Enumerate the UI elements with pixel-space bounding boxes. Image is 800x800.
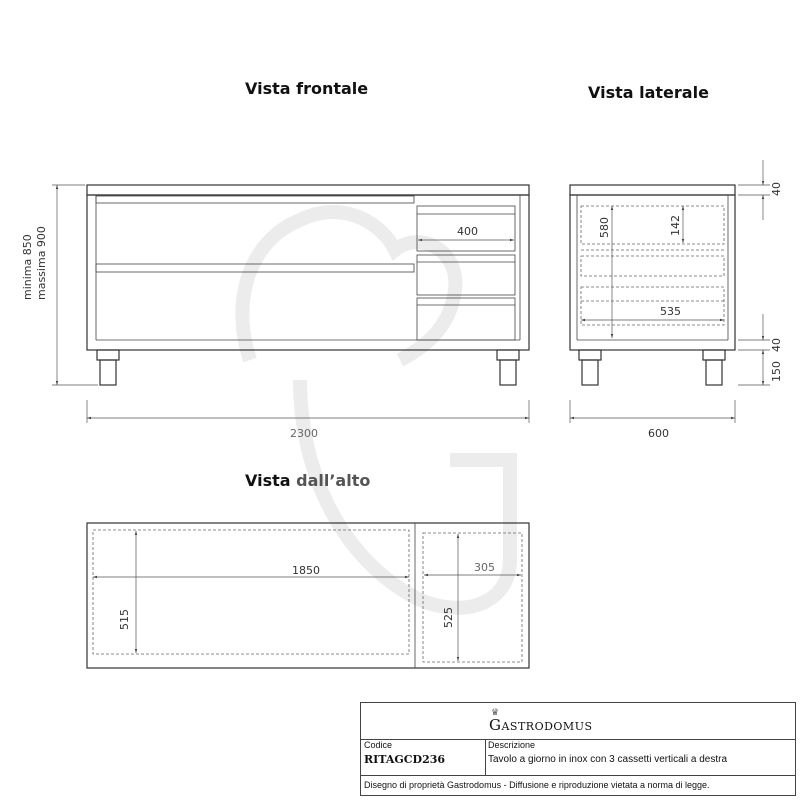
front-view-title: Vista frontale bbox=[245, 79, 369, 98]
width-label: 2300 bbox=[290, 427, 318, 440]
side-leg-right bbox=[706, 360, 722, 385]
chef-hat-icon: ♛ bbox=[491, 707, 500, 717]
code-cell bbox=[361, 739, 486, 775]
top-thickness-label: 40 bbox=[770, 182, 783, 196]
front-leg-left bbox=[100, 360, 116, 385]
description-label: Descrizione bbox=[488, 740, 536, 750]
front-leg-right-top bbox=[497, 350, 519, 360]
open-width-label: 1850 bbox=[292, 564, 320, 577]
side-drawer-3 bbox=[581, 287, 724, 325]
drawer-height-label: 142 bbox=[669, 215, 682, 236]
inner-depth-label: 535 bbox=[660, 305, 681, 318]
height-min-label: minima 850 bbox=[21, 234, 34, 300]
copyright-notice: Disegno di proprietà Gastrodomus - Diffusione e riproduzione vietata a norma di legge. bbox=[364, 780, 710, 790]
top-view-title-part2: dall’alto bbox=[296, 471, 371, 490]
top-view bbox=[87, 523, 529, 668]
front-drawer-width-label: 400 bbox=[457, 225, 478, 238]
top-view-title-part1: Vista bbox=[245, 471, 297, 490]
top-drawer-depth-label: 525 bbox=[442, 607, 455, 628]
side-leg-left bbox=[582, 360, 598, 385]
front-worktop bbox=[87, 185, 529, 195]
top-outline bbox=[87, 523, 529, 668]
shelf-thickness-label: 40 bbox=[770, 338, 783, 352]
brand-name: Gastrodomus bbox=[489, 716, 593, 734]
product-description: Tavolo a giorno in inox con 3 cassetti verticali a destra bbox=[488, 754, 728, 765]
code-label: Codice bbox=[364, 740, 393, 750]
side-drawer-2 bbox=[581, 256, 724, 276]
watermark-logo bbox=[242, 212, 510, 608]
inner-height-label: 580 bbox=[598, 217, 611, 238]
front-leg-left-top bbox=[97, 350, 119, 360]
open-depth-label: 515 bbox=[118, 609, 131, 630]
title-block-info-row bbox=[361, 739, 795, 776]
front-leg-right bbox=[500, 360, 516, 385]
drawer-2 bbox=[417, 255, 515, 295]
top-view-title bbox=[245, 471, 370, 490]
height-max-label: massima 900 bbox=[35, 226, 48, 300]
brand-logo-area bbox=[361, 703, 795, 740]
side-worktop bbox=[570, 185, 735, 195]
front-upper-rail bbox=[96, 196, 414, 203]
side-view-title: Vista laterale bbox=[588, 83, 709, 102]
leg-height-label: 150 bbox=[770, 361, 783, 382]
side-view bbox=[570, 160, 783, 440]
description-cell bbox=[485, 739, 795, 775]
side-frame bbox=[570, 195, 735, 350]
depth-label: 600 bbox=[648, 427, 669, 440]
product-code: RITAGCD236 bbox=[364, 753, 446, 766]
top-drawer-width-label: 305 bbox=[474, 561, 495, 574]
title-block bbox=[360, 702, 796, 796]
